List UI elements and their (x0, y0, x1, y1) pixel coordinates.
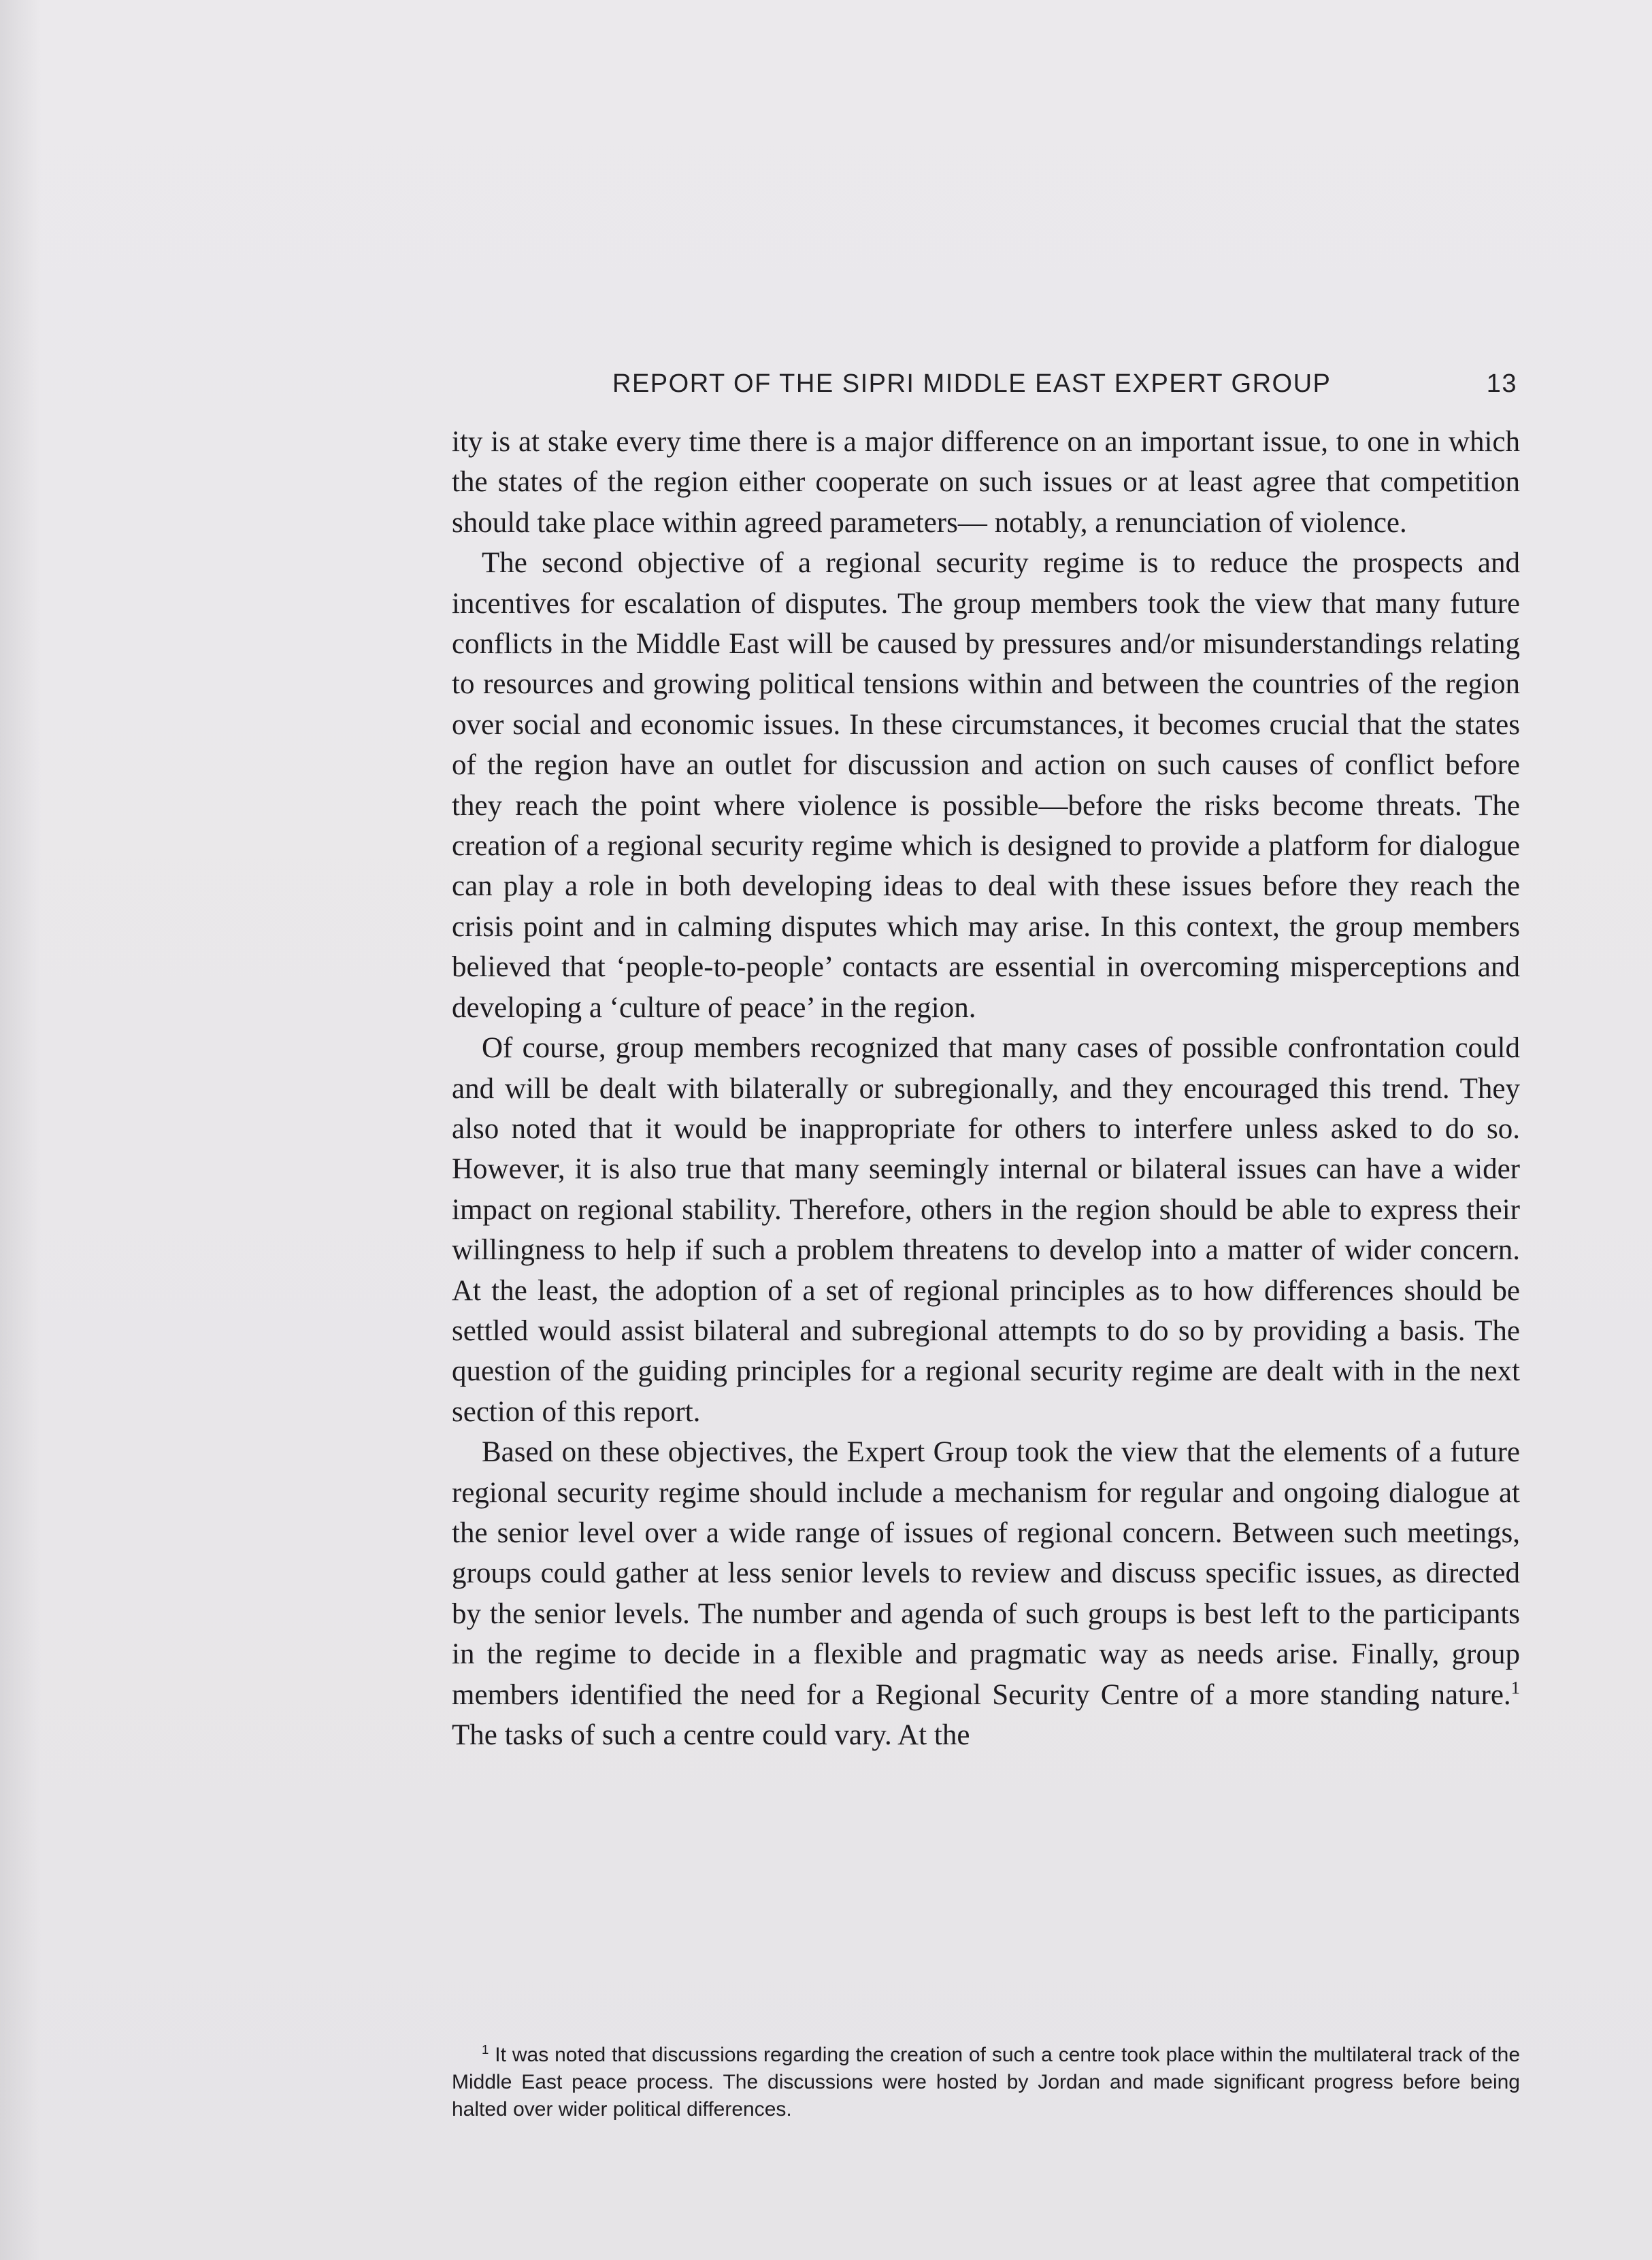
footnote-reference: 1 (1510, 1677, 1520, 1698)
page-edge-shadow (0, 0, 41, 2260)
paragraph-second-objective: The second objective of a regional security regime is to reduce the prospects and incentives for escalation of disputes. The group members took the view that many future conflicts in the Middle East will be caused by pressures and/or misunderstandings relating to resources and growing political tensions within and between the countries of the region over social and economic issues. In these circumstances, it becomes crucial that the states of the region have an outlet for discussion and action on such causes of conflict before they reach the point where violence is possible—before the risks become threats. The creation of a regional security regime which is designed to provide a platform for dialogue can play a role in both developing ideas to deal with these issues before they reach the crisis point and in calming disputes which may arise. In this context, the group members believed that ‘people-to-people’ contacts are essential in overcoming misperceptions and developing a ‘culture of peace’ in the region. (452, 547, 1520, 1024)
footnote-marker: 1 (482, 2042, 489, 2057)
running-head (612, 369, 1517, 399)
paragraph-continued: ity is at stake every time there is a major difference on an important issue, to one in which the states of the region either cooperate on such issues or at least agree that competition should take place within agreed parameters— notably, a renunciation of violence. (452, 426, 1520, 539)
paragraph-elements-text: Based on these objectives, the Expert Group took the view that the elements of a future regional security regime should include a mechanism for regular and ongoing dialogue at the senior level over a wide range of issues of regional concern. Between such meetings, groups could gather at less senior levels to review and discuss specific issues, as directed by the senior levels. The number and agenda of such groups is best left to the participants in the regime to decide in a flexible and pragmatic way as needs arise. Finally, group members identified the need for a Regional Security Centre of a more standing nature. (452, 1436, 1520, 1711)
body-text (452, 422, 1520, 1755)
footnote-text: It was noted that discussions regarding the creation of such a centre took place within the multilateral track of the Middle East peace process. The discussions were hosted by Jordan and made significant progress before being halted over wider political differences. (452, 2044, 1521, 2121)
page-number: 13 (1486, 369, 1517, 398)
paragraph-bilateral-issues: Of course, group members recognized that many cases of possible confrontation could and will be dealt with bilaterally or subregionally, and they encouraged this trend. They also noted that it would be inappropriate for others to interfere unless asked to do so. However, it is also true that many seemingly internal or bilateral issues can have a wider impact on regional stability. Therefore, others in the region should be able to express their willingness to help if such a problem threatens to develop into a matter of wider concern. At the least, the adoption of a set of regional principles as to how differences should be settled would assist bilateral and subregional attempts to do so by providing a basis. The question of the guiding principles for a regional security regime are dealt with in the next section of this report. (452, 1032, 1520, 1428)
running-head-title: REPORT OF THE SIPRI MIDDLE EAST EXPERT GROUP (612, 369, 1332, 398)
footnote (452, 2042, 1520, 2123)
paragraph-elements-of-regime (452, 1432, 1520, 1755)
paragraph-elements-tail: The tasks of such a centre could vary. At the (452, 1719, 970, 1751)
